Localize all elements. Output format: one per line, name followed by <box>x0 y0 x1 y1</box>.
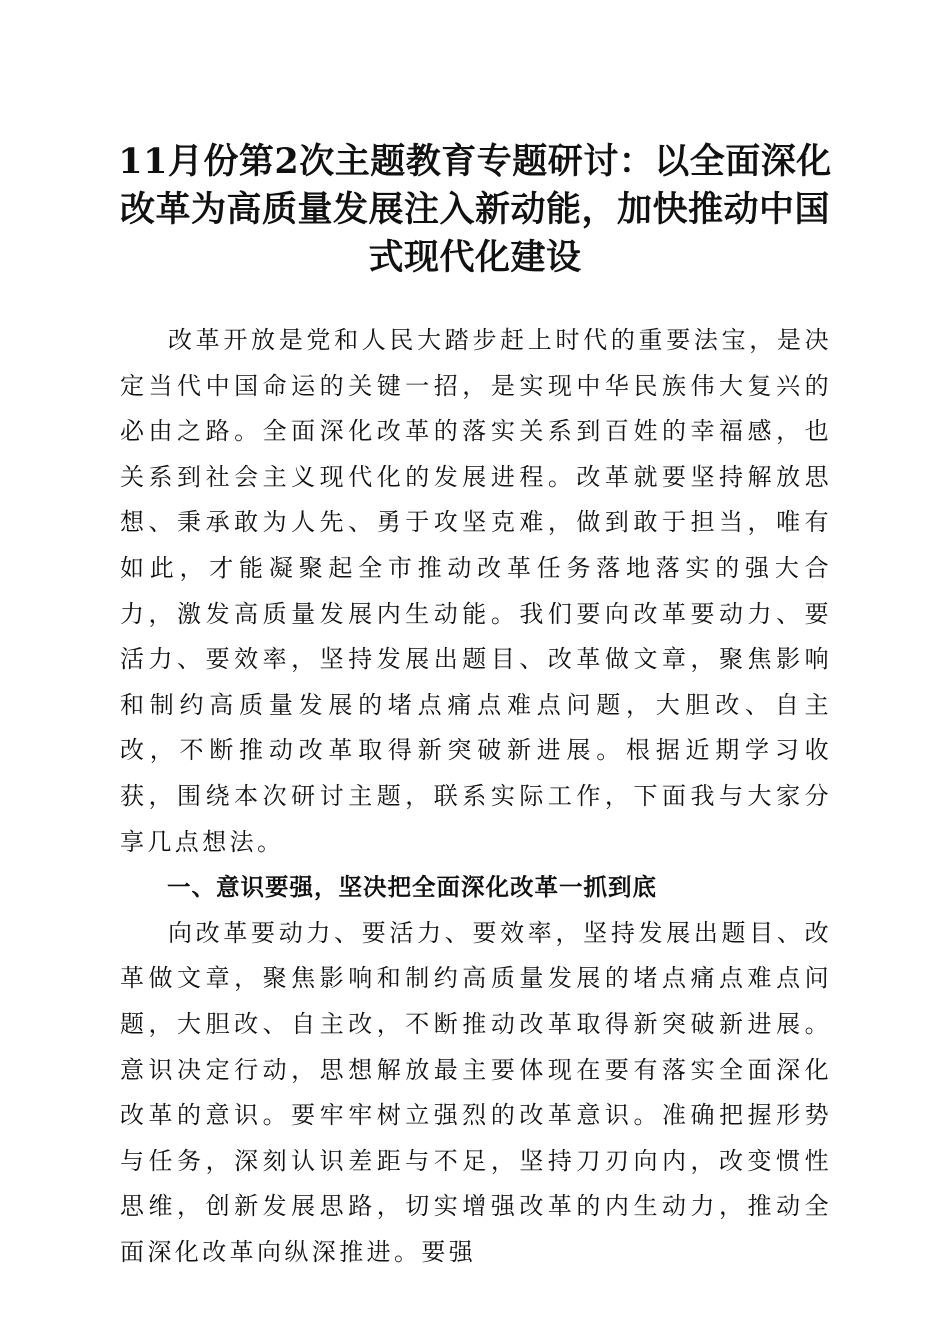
document-title: 11月份第2次主题教育专题研讨：以全面深化改革为高质量发展注入新动能，加快推动中国式现代化建设 <box>118 141 832 278</box>
document-body <box>120 318 832 1275</box>
section-1-paragraph: 向改革要动力、要活力、要效率，坚持发展出题目、改革做文章，聚焦影响和制约高质量发展的堵点痛点难点问题，大胆改、自主改，不断推动改革取得新突破新进展。意识决定行动，思想解放最主要体现在要有落实全面深化改革的意识。要牢牢树立强烈的改革意识。准确把握形势与任务，深刻认识差距与不足，坚持刀刃向内，改变惯性思维，创新发展思路，切实增强改革的内生动力，推动全面深化改革向纵深推进。要强 <box>120 918 832 1266</box>
section-heading-1: 一、意识要强，坚决把全面深化改革一抓到底 <box>167 873 657 902</box>
intro-paragraph: 改革开放是党和人民大踏步赶上时代的重要法宝，是决定当代中国命运的关键一招，是实现中华民族伟大复兴的必由之路。全面深化改革的落实关系到百姓的幸福感，也关系到社会主义现代化的发展进程。改革就要坚持解放思想、秉承敢为人先、勇于攻坚克难，做到敢于担当，唯有如此，才能凝聚起全市推动改革任务落地落实的强大合力，激发高质量发展内生动能。我们要向改革要动力、要活力、要效率，坚持发展出题目、改革做文章，聚焦影响和制约高质量发展的堵点痛点难点问题，大胆改、自主改，不断推动改革取得新突破新进展。根据近期学习收获，围绕本次研讨主题，联系实际工作，下面我与大家分享几点想法。 <box>120 326 832 856</box>
